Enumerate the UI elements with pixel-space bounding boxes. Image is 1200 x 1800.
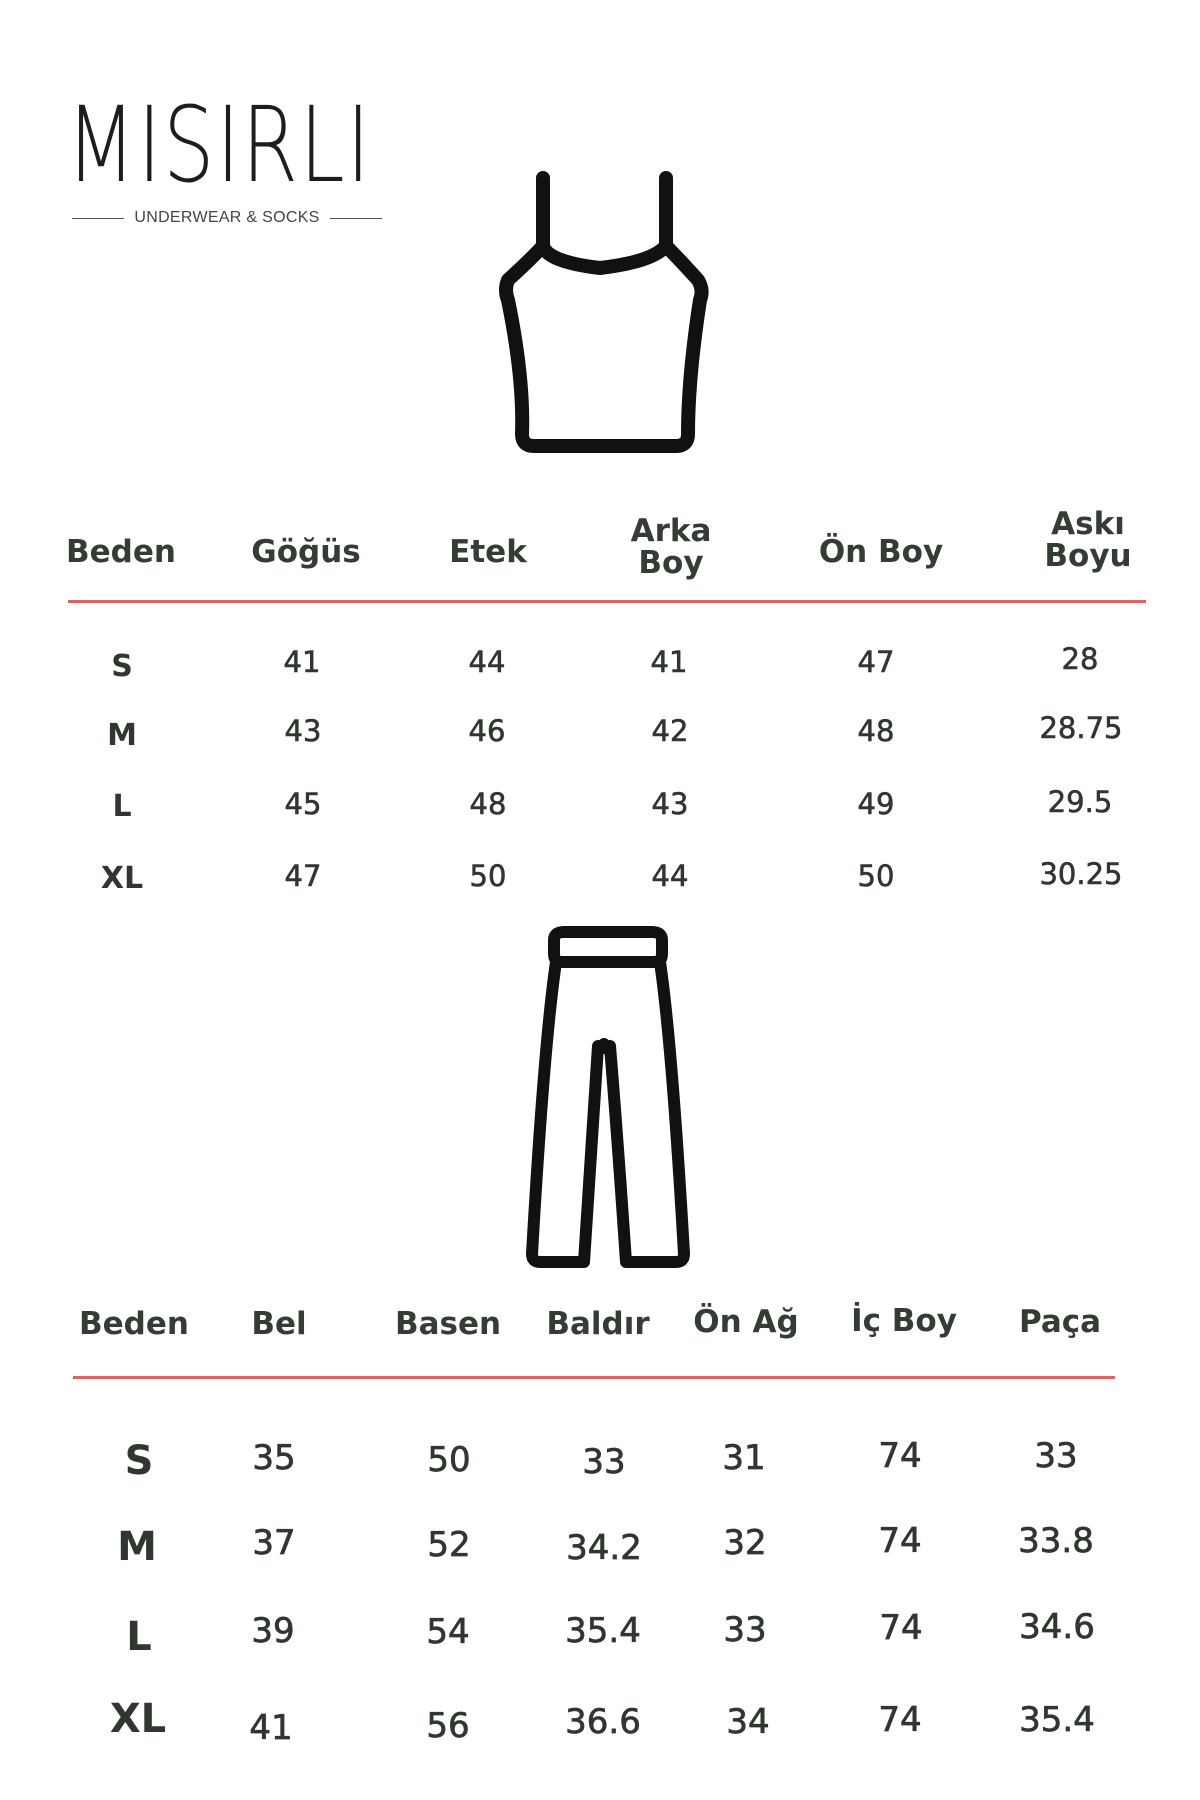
brand-tagline-row xyxy=(72,208,382,228)
trousers-icon xyxy=(514,924,704,1270)
bottom-size-cell: S xyxy=(124,1438,154,1484)
brand-tagline: UNDERWEAR & SOCKS xyxy=(134,209,320,226)
bottom-baldir-cell: 34.2 xyxy=(566,1528,642,1568)
top-header-aski-boyu: Askı Boyu xyxy=(1044,506,1132,574)
top-arka-boy-cell: 41 xyxy=(650,645,688,679)
camisole-icon xyxy=(490,168,730,468)
top-header-on-boy: Ön Boy xyxy=(818,534,944,570)
bottom-table-row xyxy=(0,1438,1200,1498)
bottom-bel-cell: 35 xyxy=(252,1438,296,1478)
top-etek-cell: 50 xyxy=(469,859,507,893)
bottom-basen-cell: 54 xyxy=(426,1612,470,1652)
bottom-ic-boy-cell: 74 xyxy=(878,1436,922,1476)
top-header-gogus: Göğüs xyxy=(251,534,361,570)
top-on-boy-cell: 48 xyxy=(857,714,895,748)
bottom-on-ag-cell: 33 xyxy=(723,1610,767,1650)
bottom-size-cell: L xyxy=(126,1614,152,1660)
top-arka-boy-cell: 44 xyxy=(651,859,689,893)
bottom-on-ag-cell: 32 xyxy=(723,1523,767,1563)
top-size-cell: M xyxy=(107,718,137,753)
bottom-baldir-cell: 33 xyxy=(582,1442,626,1482)
bottom-header-basen: Basen xyxy=(394,1306,502,1342)
top-gogus-cell: 43 xyxy=(284,714,322,748)
top-size-cell: L xyxy=(112,789,132,824)
top-aski-boyu-cell: 28.75 xyxy=(1039,711,1123,745)
top-table-row xyxy=(0,859,1200,919)
top-aski-boyu-cell: 30.25 xyxy=(1039,857,1123,891)
bottom-size-cell: M xyxy=(117,1524,157,1570)
top-arka-boy-cell: 42 xyxy=(651,714,689,748)
brand-logo xyxy=(66,86,386,236)
top-table-row xyxy=(0,787,1200,847)
bottom-size-cell: XL xyxy=(109,1696,167,1742)
top-size-cell: S xyxy=(111,649,133,684)
top-etek-cell: 48 xyxy=(469,787,507,821)
bottom-paca-cell: 34.6 xyxy=(1019,1607,1095,1647)
bottom-table-row xyxy=(0,1696,1200,1760)
bottom-ic-boy-cell: 74 xyxy=(878,1521,922,1561)
bottom-basen-cell: 50 xyxy=(427,1440,471,1480)
top-etek-cell: 44 xyxy=(468,645,506,679)
bottom-paca-cell: 33.8 xyxy=(1018,1521,1094,1561)
bottom-header-baldir: Baldır xyxy=(546,1306,650,1342)
top-size-cell: XL xyxy=(100,861,144,896)
top-table-row xyxy=(0,642,1200,705)
bottom-bel-cell: 37 xyxy=(252,1523,296,1563)
top-header-etek: Etek xyxy=(449,534,527,570)
top-header-arka-boy: Arka Boy xyxy=(630,513,712,581)
bottom-table-row xyxy=(0,1521,1200,1584)
top-header-beden: Beden xyxy=(66,534,176,570)
bottom-ic-boy-cell: 74 xyxy=(879,1608,923,1648)
bottom-bel-cell: 39 xyxy=(251,1611,295,1651)
top-table-header-row xyxy=(0,506,1200,592)
top-gogus-cell: 45 xyxy=(284,787,322,821)
tagline-rule-left xyxy=(72,218,124,219)
bottom-on-ag-cell: 31 xyxy=(722,1438,766,1478)
top-on-boy-cell: 50 xyxy=(857,859,895,893)
top-etek-cell: 46 xyxy=(468,714,506,748)
bottom-basen-cell: 52 xyxy=(427,1525,471,1565)
top-table-divider xyxy=(68,600,1146,603)
bottom-table-row xyxy=(0,1607,1200,1674)
bottom-header-bel: Bel xyxy=(251,1306,307,1342)
bottom-header-ic-boy: İç Boy xyxy=(851,1303,957,1339)
bottom-ic-boy-cell: 74 xyxy=(878,1700,922,1740)
top-arka-boy-cell: 43 xyxy=(651,787,689,821)
bottom-header-on-ag: Ön Ağ xyxy=(693,1304,799,1340)
bottom-header-beden: Beden xyxy=(79,1306,189,1342)
top-table-row xyxy=(0,711,1200,774)
bottom-paca-cell: 33 xyxy=(1034,1436,1078,1476)
bottom-table-header-row xyxy=(0,1303,1200,1368)
top-aski-boyu-cell: 29.5 xyxy=(1047,785,1113,819)
top-aski-boyu-cell: 28 xyxy=(1061,642,1099,676)
bottom-baldir-cell: 36.6 xyxy=(565,1702,641,1742)
bottom-bel-cell: 41 xyxy=(249,1708,293,1748)
top-on-boy-cell: 47 xyxy=(857,645,895,679)
bottom-basen-cell: 56 xyxy=(426,1706,470,1746)
tagline-rule-right xyxy=(330,218,382,219)
bottom-table-divider xyxy=(73,1376,1115,1379)
top-gogus-cell: 47 xyxy=(284,859,322,893)
bottom-on-ag-cell: 34 xyxy=(726,1702,770,1742)
top-on-boy-cell: 49 xyxy=(857,787,895,821)
top-gogus-cell: 41 xyxy=(283,645,321,679)
bottom-header-paca: Paça xyxy=(1018,1304,1102,1340)
brand-name: MISIRLI xyxy=(66,84,372,206)
bottom-baldir-cell: 35.4 xyxy=(565,1611,641,1651)
bottom-paca-cell: 35.4 xyxy=(1019,1700,1095,1740)
